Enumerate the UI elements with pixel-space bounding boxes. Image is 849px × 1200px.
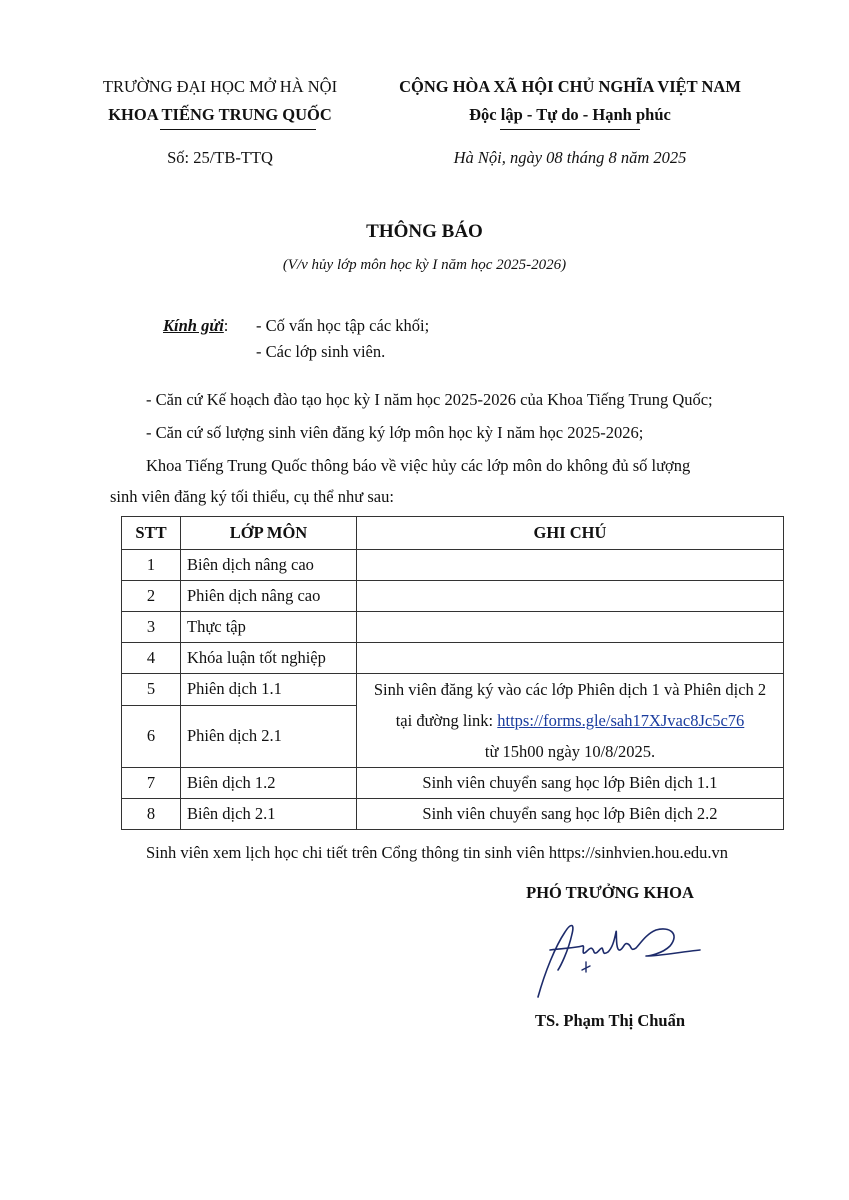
- table-row: [122, 643, 784, 674]
- basis-line: - Căn cứ số lượng sinh viên đăng ký lớp môn học kỳ I năm học 2025-2026;: [146, 423, 644, 442]
- table-row: [122, 550, 784, 581]
- merged-note: [357, 674, 784, 768]
- row-class: Biên dịch 2.1: [181, 799, 357, 830]
- row-class: Biên dịch 1.2: [181, 768, 357, 799]
- row-note: Sinh viên chuyển sang học lớp Biên dịch 2.2: [357, 799, 784, 830]
- signer-title: PHÓ TRƯỞNG KHOA: [526, 883, 694, 902]
- table-header-row: [122, 517, 784, 550]
- signature-image: [520, 912, 710, 1002]
- page-subtitle: (V/v hủy lớp môn học kỳ I năm học 2025-2026): [282, 257, 567, 273]
- row-class: Phiên dịch 2.1: [181, 705, 357, 767]
- row-class: Khóa luận tốt nghiệp: [181, 643, 357, 674]
- row-stt: 5: [122, 674, 181, 706]
- recipient-item: - Cố vấn học tập các khối;: [256, 316, 430, 335]
- recipient-item: - Các lớp sinh viên.: [256, 342, 386, 361]
- intro-line: Khoa Tiếng Trung Quốc thông báo về việc hủy các lớp môn do không đủ số lượng: [146, 456, 691, 475]
- document-number: Số: 25/TB-TTQ: [167, 148, 273, 167]
- row-stt: 6: [122, 705, 181, 767]
- row-note: [357, 581, 784, 612]
- faculty-name: KHOA TIẾNG TRUNG QUỐC: [108, 105, 332, 124]
- recipients-label: Kính gửi: [163, 316, 224, 335]
- merged-note-line: [363, 705, 777, 736]
- national-motto: Độc lập - Tự do - Hạnh phúc: [469, 105, 671, 124]
- merged-note-line: Sinh viên đăng ký vào các lớp Phiên dịch 1 và Phiên dịch 2: [373, 680, 767, 699]
- recipients-colon: :: [223, 316, 229, 335]
- row-stt: 2: [122, 581, 181, 612]
- place-date: Hà Nội, ngày 08 tháng 8 năm 2025: [453, 148, 687, 167]
- row-class: Thực tập: [181, 612, 357, 643]
- canceled-classes-table: [121, 516, 784, 830]
- registration-link[interactable]: https://forms.gle/sah17XJvac8Jc5c76: [497, 711, 745, 730]
- signer-name: TS. Phạm Thị Chuẩn: [534, 1011, 686, 1030]
- table-row: [122, 799, 784, 830]
- motto-underline: [500, 129, 640, 130]
- row-class: Phiên dịch 1.1: [181, 674, 357, 706]
- table-row: [122, 768, 784, 799]
- row-stt: 8: [122, 799, 181, 830]
- recipients-label-wrap: [163, 316, 228, 336]
- table-row: [122, 581, 784, 612]
- table-row: [122, 612, 784, 643]
- university-name: TRƯỜNG ĐẠI HỌC MỞ HÀ NỘI: [102, 77, 338, 96]
- header-note: GHI CHÚ: [357, 517, 784, 550]
- merged-note-line: từ 15h00 ngày 10/8/2025.: [484, 742, 656, 761]
- row-note: Sinh viên chuyển sang học lớp Biên dịch 1.1: [357, 768, 784, 799]
- row-stt: 7: [122, 768, 181, 799]
- page-title: THÔNG BÁO: [366, 221, 483, 242]
- row-stt: 4: [122, 643, 181, 674]
- country-name: CỘNG HÒA XÃ HỘI CHỦ NGHĨA VIỆT NAM: [399, 77, 741, 96]
- footer-note: Sinh viên xem lịch học chi tiết trên Cổng thông tin sinh viên https://sinhvien.hou.edu.vn: [146, 843, 729, 862]
- header-stt: STT: [122, 517, 181, 550]
- row-note: [357, 550, 784, 581]
- row-class: Phiên dịch nâng cao: [181, 581, 357, 612]
- row-class: Biên dịch nâng cao: [181, 550, 357, 581]
- table-row: [122, 674, 784, 706]
- row-note: [357, 612, 784, 643]
- intro-line: sinh viên đăng ký tối thiểu, cụ thể như sau:: [110, 487, 394, 506]
- faculty-underline: [160, 129, 316, 130]
- link-prefix: tại đường link:: [395, 711, 498, 730]
- row-stt: 3: [122, 612, 181, 643]
- basis-line: - Căn cứ Kế hoạch đào tạo học kỳ I năm học 2025-2026 của Khoa Tiếng Trung Quốc;: [146, 390, 713, 409]
- row-stt: 1: [122, 550, 181, 581]
- row-note: [357, 643, 784, 674]
- header-class: LỚP MÔN: [181, 517, 357, 550]
